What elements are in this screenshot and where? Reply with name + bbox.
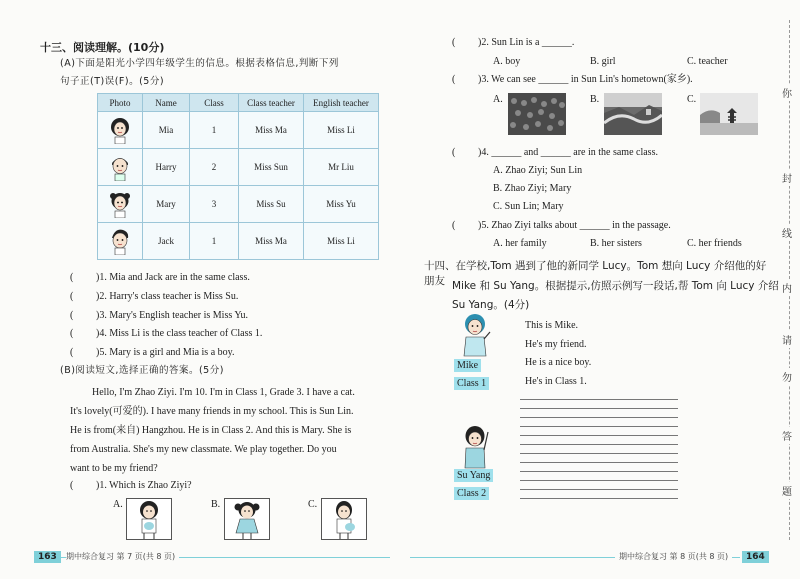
footer-left-title: 期中综合复习 第 7 页(共 8 页) [66,551,179,562]
partA-intro-line1: (A)下面是阳光小学四年级学生的信息。根据表格信息,判断下列 [60,58,339,69]
mc-question-2[interactable]: ( )2. Sun Lin is a ______. [452,37,575,48]
girl-with-cat-icon [322,499,366,539]
q3-option-b-image[interactable] [604,93,662,135]
class-cell: 1 [190,223,239,260]
q3-option-b-label[interactable]: B. [590,94,600,105]
q3-option-a-label[interactable]: A. [493,94,503,105]
suyang-figure-icon [455,424,495,470]
partA-intro-line2: 句子正(T)误(F)。(5分) [60,76,165,87]
gutter-char: 内 [782,279,792,296]
partB-intro: (B)阅读短文,选择正确的答案。(5分) [60,365,224,376]
q5-option-c[interactable]: C. her friends [687,238,742,249]
writing-line[interactable] [520,471,678,472]
english-teacher-cell: Miss Li [304,223,379,260]
q1-option-a-label[interactable]: A. [113,499,123,510]
q2-option-a[interactable]: A. boy [493,56,521,67]
q4-option-c[interactable]: C. Sun Lin; Mary [493,201,564,212]
col-name: Name [143,94,190,112]
tf-question-1[interactable]: ( )1. Mia and Jack are in the same class. [70,272,250,283]
q4-option-b[interactable]: B. Zhao Ziyi; Mary [493,183,572,194]
english-teacher-cell: Mr Liu [304,149,379,186]
tf-question-4[interactable]: ( )4. Miss Li is the class teacher of Class 1. [70,328,263,339]
mike-class-label: Class 1 [454,377,489,390]
q2-option-c[interactable]: C. teacher [687,56,728,67]
tf-question-2[interactable]: ( )2. Harry's class teacher is Miss Su. [70,291,239,302]
name-cell: Mia [143,112,190,149]
crowd-photo-icon [508,93,566,135]
example-line-4: He's in Class 1. [525,376,587,387]
q2-option-b[interactable]: B. girl [590,56,616,67]
col-english-teacher: English teacher [304,94,379,112]
table-row [98,149,379,186]
girl-face-icon [109,190,131,218]
passage-line-1: Hello, I'm Zhao Ziyi. I'm 10. I'm in Class 1, Grade 3. I have a cat. [92,387,355,398]
class-teacher-cell: Miss Su [239,186,304,223]
mike-figure-icon [455,312,495,360]
gutter-char: 封 [782,169,792,186]
writing-line[interactable] [520,399,678,400]
mike-name-label: Mike [454,359,481,372]
class-cell: 1 [190,112,239,149]
name-cell: Jack [143,223,190,260]
example-line-1: This is Mike. [525,320,579,331]
table-header-row [98,94,379,112]
photo-cell [98,223,143,260]
mc-question-4[interactable]: ( )4. ______ and ______ are in the same class. [452,147,658,158]
class-cell: 2 [190,149,239,186]
section14-title-line1: 十四、在学校,Tom 遇到了他的新同学 Lucy。Tom 想向 Lucy 介绍他的好朋友 [424,260,767,287]
q4-option-a[interactable]: A. Zhao Ziyi; Sun Lin [493,165,583,176]
section13-title: 十三、阅读理解。(10分) [40,41,165,54]
q3-option-c-label[interactable]: C. [687,94,697,105]
girl-with-cat-icon [127,499,171,539]
gutter-char: 请 [782,331,792,348]
table-row [98,112,379,149]
class-teacher-cell: Miss Sun [239,149,304,186]
mc-question-3[interactable]: ( )3. We can see ______ in Sun Lin's hometown(家乡). [452,74,693,85]
photo-cell [98,186,143,223]
student-info-table [97,93,379,260]
english-teacher-cell: Miss Li [304,112,379,149]
footer-right-title: 期中综合复习 第 8 页(共 8 页) [615,551,732,562]
writing-line[interactable] [520,498,678,499]
gutter-char: 答 [782,427,792,444]
name-cell: Harry [143,149,190,186]
boy-face-icon [109,227,131,255]
q1-option-c-label[interactable]: C. [308,499,318,510]
mc-question-5[interactable]: ( )5. Zhao Ziyi talks about ______ in the passage. [452,220,671,231]
class-teacher-cell: Miss Ma [239,223,304,260]
photo-cell [98,112,143,149]
girl-pigtails-icon [225,499,269,539]
name-cell: Mary [143,186,190,223]
table-row [98,186,379,223]
mc-question-1[interactable]: ( )1. Which is Zhao Ziyi? [70,480,192,491]
section14-title-line3: Su Yang。(4分) [452,299,530,311]
tf-question-5[interactable]: ( )5. Mary is a girl and Mia is a boy. [70,347,235,358]
boy-face-icon [109,153,131,181]
example-line-2: He's my friend. [525,339,587,350]
q3-option-c-image[interactable] [700,93,758,135]
gutter-char: 题 [782,482,792,499]
writing-line[interactable] [520,489,678,490]
q1-option-b-label[interactable]: B. [211,499,221,510]
writing-line[interactable] [520,480,678,481]
class-teacher-cell: Miss Ma [239,112,304,149]
photo-cell [98,149,143,186]
writing-line[interactable] [520,444,678,445]
passage-line-5: want to be my friend? [70,463,158,474]
q1-option-b-image[interactable] [224,498,270,540]
gutter-char: 线 [782,224,792,241]
example-line-3: He is a nice boy. [525,357,592,368]
page-number-right: 164 [742,551,769,563]
writing-line[interactable] [520,426,678,427]
passage-line-2: It's lovely(可爱的). I have many friends in my school. This is Sun Lin. [70,406,354,417]
passage-line-4: from Australia. She's my new classmate. We play together. Do you [70,444,337,455]
gutter-char: 勿 [782,368,792,385]
col-photo: Photo [98,94,143,112]
english-teacher-cell: Miss Yu [304,186,379,223]
suyang-class-label: Class 2 [454,487,489,500]
class-cell: 3 [190,186,239,223]
col-class-teacher: Class teacher [239,94,304,112]
table-row [98,223,379,260]
writing-line[interactable] [520,408,678,409]
writing-line[interactable] [520,435,678,436]
great-wall-photo-icon [604,93,662,135]
girl-face-icon [109,116,131,144]
q1-option-c-image[interactable] [321,498,367,540]
west-lake-pagoda-photo-icon [700,93,758,135]
q3-option-a-image[interactable] [508,93,566,135]
page-number-left: 163 [34,551,61,563]
section14-title-line2: Mike 和 Su Yang。根据提示,仿照示例写一段话,帮 Tom 向 Lucy 介绍 [452,280,779,292]
writing-line[interactable] [520,453,678,454]
q5-option-b[interactable]: B. her sisters [590,238,642,249]
gutter-char: 你 [782,84,792,101]
passage-line-3: He is from(来自) Hangzhou. He is in Class 2. And this is Mary. She is [70,425,352,436]
col-class: Class [190,94,239,112]
writing-line[interactable] [520,462,678,463]
q1-option-a-image[interactable] [126,498,172,540]
suyang-name-label: Su Yang [454,469,493,482]
q5-option-a[interactable]: A. her family [493,238,547,249]
writing-line[interactable] [520,417,678,418]
tf-question-3[interactable]: ( )3. Mary's English teacher is Miss Yu. [70,310,248,321]
